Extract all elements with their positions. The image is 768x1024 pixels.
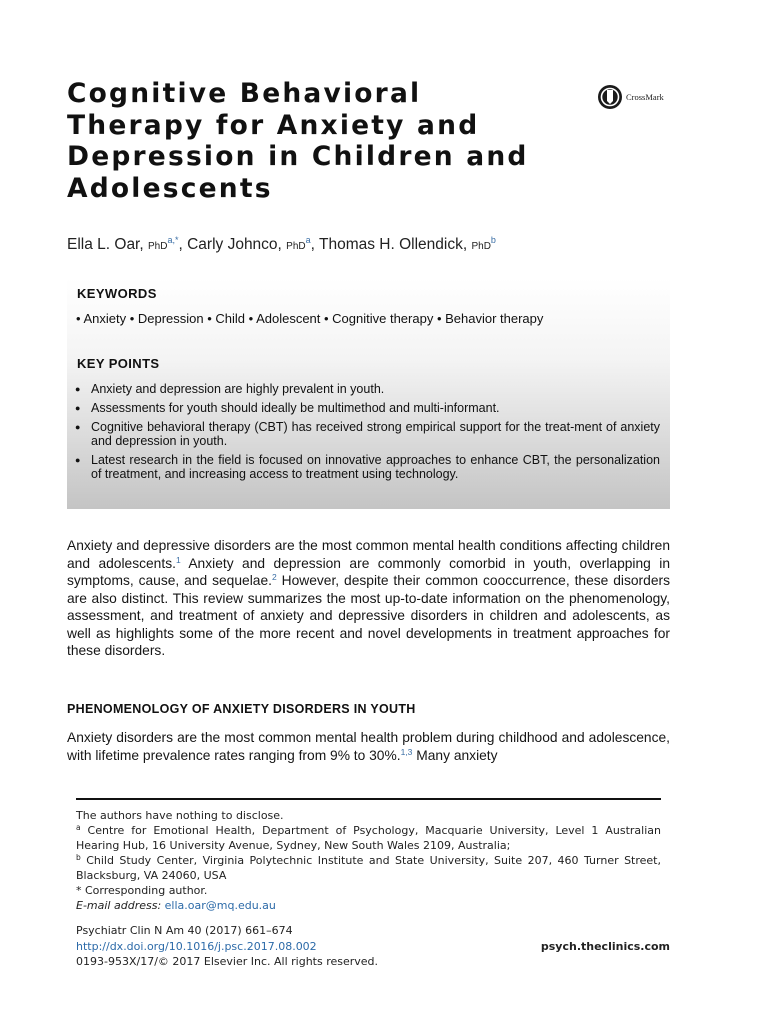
affiliation-mark: a [76,823,81,832]
intro-text: Anxiety and depressive disorders are the most common mental health conditions affecting children and adolescents. [67,538,670,571]
key-points-list [74,382,660,486]
keywords-list: • Anxiety • Depression • Child • Adolescent • Cognitive therapy • Behavior therapy [76,311,544,326]
citation-block [76,923,670,970]
section-heading: PHENOMENOLOGY OF ANXIETY DISORDERS IN YOUTH [67,702,416,716]
crossmark-badge[interactable] [597,84,664,110]
intro-text: Anxiety and depression are commonly comorbid in youth, overlapping in symptoms, cause, and sequelae. [67,555,671,588]
reference-link[interactable]: 1,3 [400,746,413,757]
section-text: Many anxiety [412,747,498,763]
reference-link[interactable]: 2 [271,572,277,582]
corresponding-author-note: * Corresponding author. [76,884,208,897]
crossmark-label: CrossMark [626,92,664,102]
keywords-heading: KEYWORDS [77,286,157,301]
abstract-box [67,278,670,509]
author-affiliation[interactable]: b [490,235,496,245]
key-points-heading: KEY POINTS [77,356,160,371]
journal-citation: Psychiatr Clin N Am 40 (2017) 661–674 [76,924,293,937]
key-point-item: ● Cognitive behavioral therapy (CBT) has received strong empirical support for the treat-ment of anxiety and depression in youth. [74,420,660,448]
intro-text: However, despite their common cooccurrence, these disorders are also distinct. This review summarizes the most up-to-date information on the phenomenology, assessment, and treatment of anxiety and depressive disorders in children and adolescents, as well as highlights some of the more recent and novel developments in treatment approaches for these disorders. [67,573,670,658]
footnote-divider [76,798,661,800]
copyright-line: 0193-953X/17/© 2017 Elsevier Inc. All rights reserved. [76,955,379,968]
reference-link[interactable]: 1 [175,554,181,565]
affiliation-b [76,853,661,883]
crossmark-icon [597,84,623,110]
email-label: E-mail address: [76,899,162,912]
email-link[interactable]: ella.oar@mq.edu.au [164,899,276,912]
author-name: Thomas H. Ollendick, [318,236,468,253]
affiliation-text: Child Study Center, Virginia Polytechnic Institute and State University, Suite 207, 460 Turner Street, Blacksburg, VA 24060, USA [76,854,661,882]
author-degree: PhD [471,241,491,252]
doi-link[interactable]: http://dx.doi.org/10.1016/j.psc.2017.08.002 [76,939,317,953]
intro-paragraph [67,537,670,660]
author-degree: PhD [148,241,168,252]
title-line: Depression in Children and [67,141,529,172]
author-degree: PhD [286,241,306,252]
key-point-item: ● Anxiety and depression are highly prevalent in youth. [74,382,660,396]
affiliation-a [76,823,661,853]
title-line: Adolescents [67,172,273,204]
journal-website-link[interactable]: psych.theclinics.com [540,939,670,953]
title-line: Therapy for Anxiety and [67,109,480,141]
author-affiliation[interactable]: a,* [167,235,179,245]
section-text: Anxiety disorders are the most common mental health problem during childhood and adolescence, with lifetime prevalence rates ranging from 9% to 30%. [67,730,670,763]
author-affiliation[interactable]: a [305,235,311,245]
title-line: Cognitive Behavioral [67,78,422,109]
disclosure-note: The authors have nothing to disclose. [76,809,284,822]
affiliation-text: Centre for Emotional Health, Department of Psychology, Macquarie University, Level 1 Australian Hearing Hub, 16 University Avenue, Sydney, New South Wales 2109, Australia; [76,824,661,852]
footnotes [76,808,661,913]
affiliation-mark: b [76,853,81,862]
email-line [76,898,661,913]
key-point-item: ● Assessments for youth should ideally be multimethod and multi-informant. [74,401,660,415]
author-name: Carly Johnco, [187,236,282,253]
key-point-item: ● Latest research in the field is focused on innovative approaches to enhance CBT, the personalization of treatment, and increasing access to treatment using technology. [74,453,660,481]
author-name: Ella L. Oar, [67,236,144,253]
section-paragraph [67,729,670,764]
author-line: Ella L. Oar, PhD$^{a,*}$, Carly Johnco, PhD$^a$, Thomas H. Ollendick, PhD$^b$ [67,235,496,253]
article-title [67,78,567,204]
